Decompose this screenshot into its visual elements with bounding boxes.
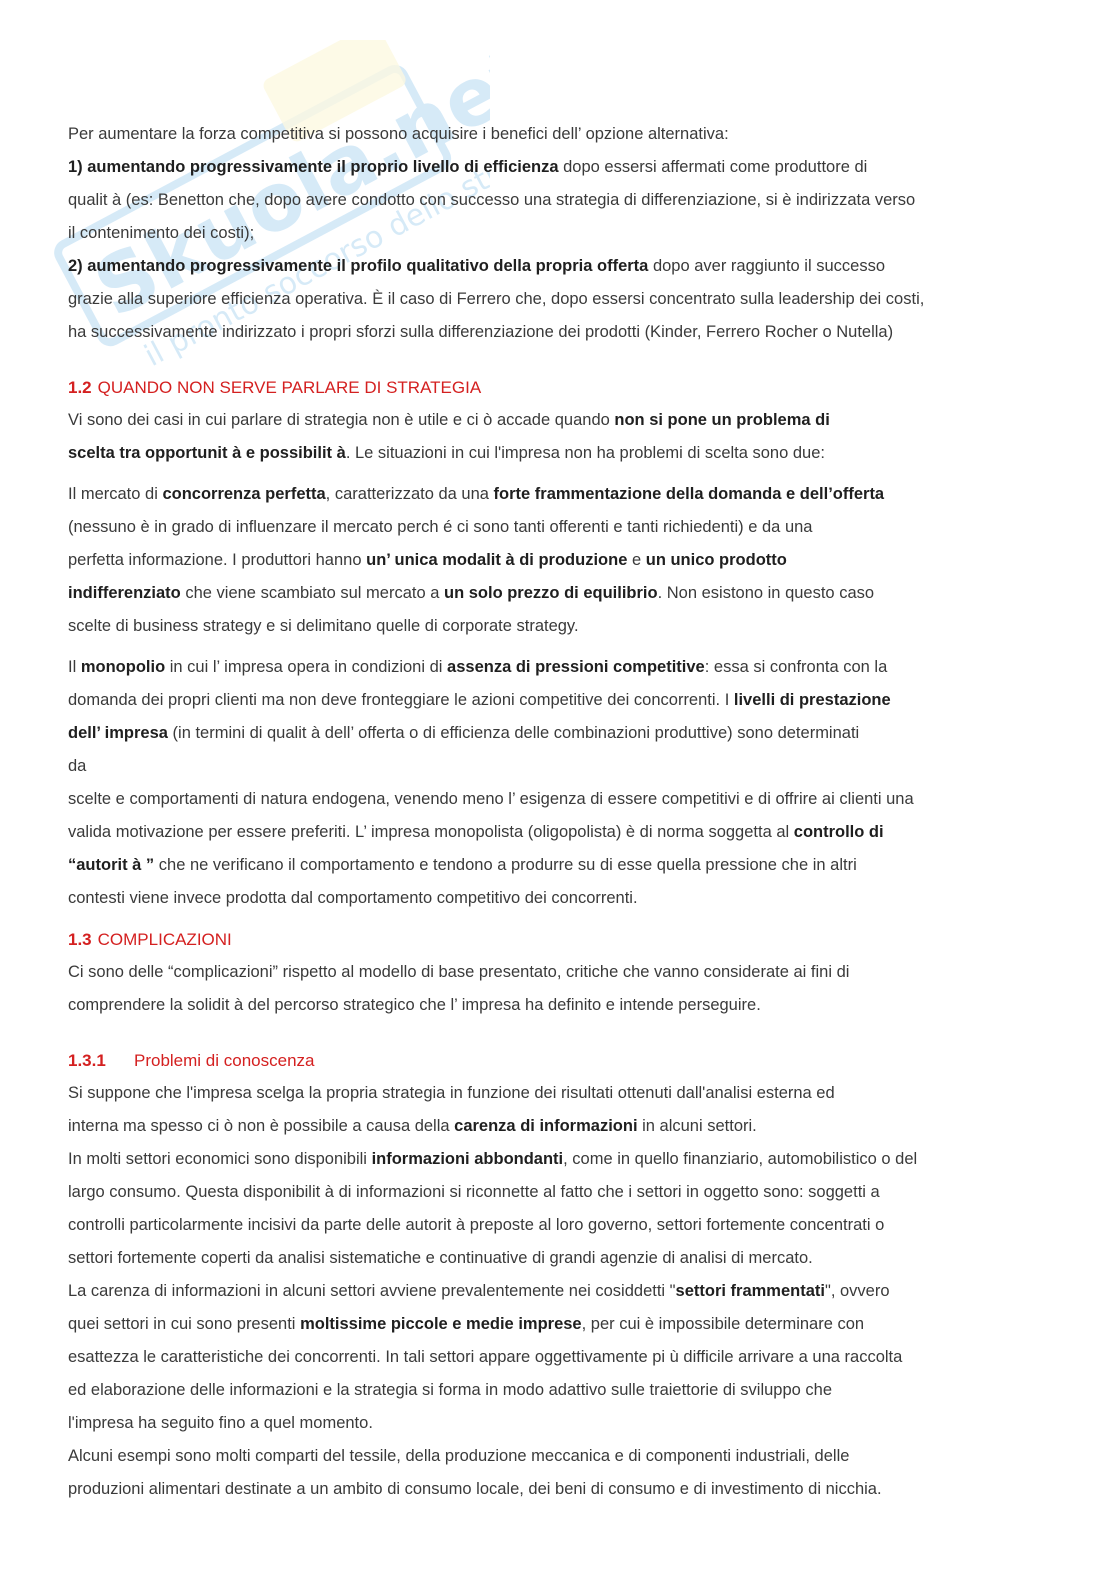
bold-text: non si pone un problema di [614, 411, 830, 429]
s12-p2-line-4 [68, 577, 1043, 610]
bold-text: “autorit à ” [68, 856, 155, 874]
intro-point-2-rest: dopo aver raggiunto il successo [648, 257, 885, 275]
s12-p3-line-6 [68, 816, 1043, 849]
bold-text: settori frammentati [675, 1282, 825, 1300]
intro-line-5 [68, 250, 1043, 283]
bold-text: assenza di pressioni competitive [447, 658, 705, 676]
section-title: COMPLICAZIONI [97, 930, 232, 949]
text-span: : essa si confronta con la [704, 658, 888, 676]
bold-text: un unico prodotto [645, 551, 787, 569]
text-span: ", ovvero [824, 1282, 890, 1300]
s131-line-6: settori fortemente coperti da analisi sistematiche e continuative di grandi agenzie di analisi di mercato. [68, 1249, 813, 1267]
s13-line-1: Ci sono delle “complicazioni” rispetto al modello di base presentato, critiche che vanno considerate ai fini di [68, 963, 850, 981]
section-title: Problemi di conoscenza [134, 1051, 315, 1070]
bold-text: carenza di informazioni [454, 1117, 638, 1135]
text-span: Il [68, 658, 81, 676]
text-span: Il mercato di [68, 485, 163, 503]
text-span: che viene scambiato sul mercato a [180, 584, 444, 602]
s12-p3-line-1 [68, 651, 1043, 684]
s12-p3-line-2 [68, 684, 1043, 717]
text-span: domanda dei propri clienti ma non deve fronteggiare le azioni competitive dei concorrenti. I [68, 691, 734, 709]
intro-line-1: Per aumentare la forza competitiva si possono acquisire i benefici dell’ opzione alternativa: [68, 125, 729, 143]
text-span: in cui l’ impresa opera in condizioni di [165, 658, 448, 676]
document-page [68, 118, 1043, 1506]
text-span: perfetta informazione. I produttori hanno [68, 551, 367, 569]
s131-line-2 [68, 1110, 1043, 1143]
s12-p2-line-3 [68, 544, 1043, 577]
s13-line-2: comprendere la solidit à del percorso strategico che l’ impresa ha definito e intende perseguire. [68, 996, 761, 1014]
text-span: , caratterizzato da una [325, 485, 494, 503]
s12-p2-line-2: (nessuno è in grado di influenzare il mercato perch é ci sono tanti offerenti e tanti richiedenti) e da una [68, 518, 813, 536]
s12-p3-line-4: da [68, 757, 87, 775]
text-span: (in termini di qualit à dell’ offerta o di efficienza delle combinazioni produttive) sono determinati [167, 724, 860, 742]
text-span: che ne verificano il comportamento e tendono a produrre su di esse quella pressione che in altri [154, 856, 857, 874]
text-span: e [627, 551, 646, 569]
text-span: Vi sono dei casi in cui parlare di strategia non è utile e ci ò accade quando [68, 411, 615, 429]
bold-text: informazioni abbondanti [371, 1150, 564, 1168]
intro-line-2 [68, 151, 1043, 184]
s12-p3-line-5: scelte e comportamenti di natura endogena, venendo meno l’ esigenza di essere competitivi e di offrire ai clienti una [68, 790, 914, 808]
intro-line-3: qualit à (es: Benetton che, dopo avere condotto con successo una strategia di differenziazione, si è indirizzata verso [68, 191, 916, 209]
text-span: . Le situazioni in cui l'impresa non ha problemi di scelta sono due: [345, 444, 825, 462]
bold-text: moltissime piccole e medie imprese [300, 1315, 582, 1333]
text-span: quei settori in cui sono presenti [68, 1315, 301, 1333]
text-span: in alcuni settori. [637, 1117, 757, 1135]
bold-text: un solo prezzo di equilibrio [443, 584, 658, 602]
text-span: , per cui è impossibile determinare con [581, 1315, 865, 1333]
bold-text: un’ unica modalit à di produzione [366, 551, 628, 569]
s131-line-11: l'impresa ha seguito fino a quel momento. [68, 1414, 373, 1432]
section-number: 1.3 [68, 930, 92, 949]
bold-text: forte frammentazione della domanda e dell’offerta [493, 485, 885, 503]
text-span: In molti settori economici sono disponibili [68, 1150, 372, 1168]
section-number: 1.2 [68, 378, 92, 397]
section-heading-1-2 [68, 371, 1043, 404]
text-span: , come in quello finanziario, automobilistico o del [563, 1150, 918, 1168]
intro-point-2: 2) aumentando progressivamente il profilo qualitativo della propria offerta [68, 257, 649, 275]
s12-p3-line-3 [68, 717, 1043, 750]
watermark-brand: Skuola.net [79, 40, 490, 336]
intro-line-6: grazie alla superiore efficienza operativa. È il caso di Ferrero che, dopo essersi concentrato sulla leadership dei costi, [68, 290, 925, 308]
text-span: . Non esistono in questo caso [657, 584, 875, 602]
s12-p3-line-7 [68, 849, 1043, 882]
text-span: interna ma spesso ci ò non è possibile a causa della [68, 1117, 455, 1135]
s131-line-4: largo consumo. Questa disponibilit à di informazioni si riconnette al fatto che i settori in oggetto sono: soggetti a [68, 1183, 880, 1201]
bold-text: indifferenziato [68, 584, 181, 602]
s12-p1-line-2 [68, 437, 1043, 470]
bold-text: monopolio [80, 658, 166, 676]
text-span: valida motivazione per essere preferiti. L’ impresa monopolista (oligopolista) è di norma soggetta al [68, 823, 794, 841]
section-heading-1-3 [68, 923, 1043, 956]
section-number: 1.3.1 [68, 1051, 106, 1070]
s12-p1-line-1 [68, 404, 1043, 437]
s131-line-5: controlli particolarmente incisivi da parte delle autorit à preposte al loro governo, settori fortemente concentrati o [68, 1216, 885, 1234]
s12-p3-line-8: contesti viene invece prodotta dal comportamento competitivo dei concorrenti. [68, 889, 638, 907]
s131-line-3 [68, 1143, 1043, 1176]
watermark-tagline: il pronto soccorso dello studente [138, 112, 490, 374]
section-title: QUANDO NON SERVE PARLARE DI STRATEGIA [97, 378, 482, 397]
s12-p2-line-5: scelte di business strategy e si delimitano quelle di corporate strategy. [68, 617, 579, 635]
intro-point-1-rest: dopo essersi affermati come produttore di [558, 158, 868, 176]
s131-line-1: Si suppone che l'impresa scelga la propria strategia in funzione dei risultati ottenuti dall'analisi esterna ed [68, 1084, 835, 1102]
s12-p2-line-1 [68, 478, 1043, 511]
text-span: La carenza di informazioni in alcuni settori avviene prevalentemente nei cosiddetti " [68, 1282, 676, 1300]
s131-line-9: esattezza le caratteristiche dei concorrenti. In tali settori appare oggettivamente pi ù difficile arrivare a una raccolta [68, 1348, 903, 1366]
bold-text: scelta tra opportunit à e possibilit à [68, 444, 346, 462]
bold-text: concorrenza perfetta [162, 485, 326, 503]
s131-line-7 [68, 1275, 1043, 1308]
intro-line-7: ha successivamente indirizzato i propri sforzi sulla differenziazione dei prodotti (Kinder, Ferrero Rocher o Nutella) [68, 323, 894, 341]
bold-text: livelli di prestazione [733, 691, 891, 709]
s131-line-10: ed elaborazione delle informazioni e la strategia si forma in modo adattivo sulle traiettorie di sviluppo che [68, 1381, 833, 1399]
intro-line-4: il contenimento dei costi); [68, 224, 255, 242]
s131-line-12: Alcuni esempi sono molti comparti del tessile, della produzione meccanica e di componenti industriali, delle [68, 1447, 850, 1465]
section-heading-1-3-1 [68, 1044, 1043, 1077]
bold-text: controllo di [793, 823, 884, 841]
bold-text: dell’ impresa [68, 724, 168, 742]
intro-point-1: 1) aumentando progressivamente il proprio livello di efficienza [68, 158, 559, 176]
s131-line-13: produzioni alimentari destinate a un ambito di consumo locale, dei beni di consumo e di investimento di nicchia. [68, 1480, 882, 1498]
s131-line-8 [68, 1308, 1043, 1341]
